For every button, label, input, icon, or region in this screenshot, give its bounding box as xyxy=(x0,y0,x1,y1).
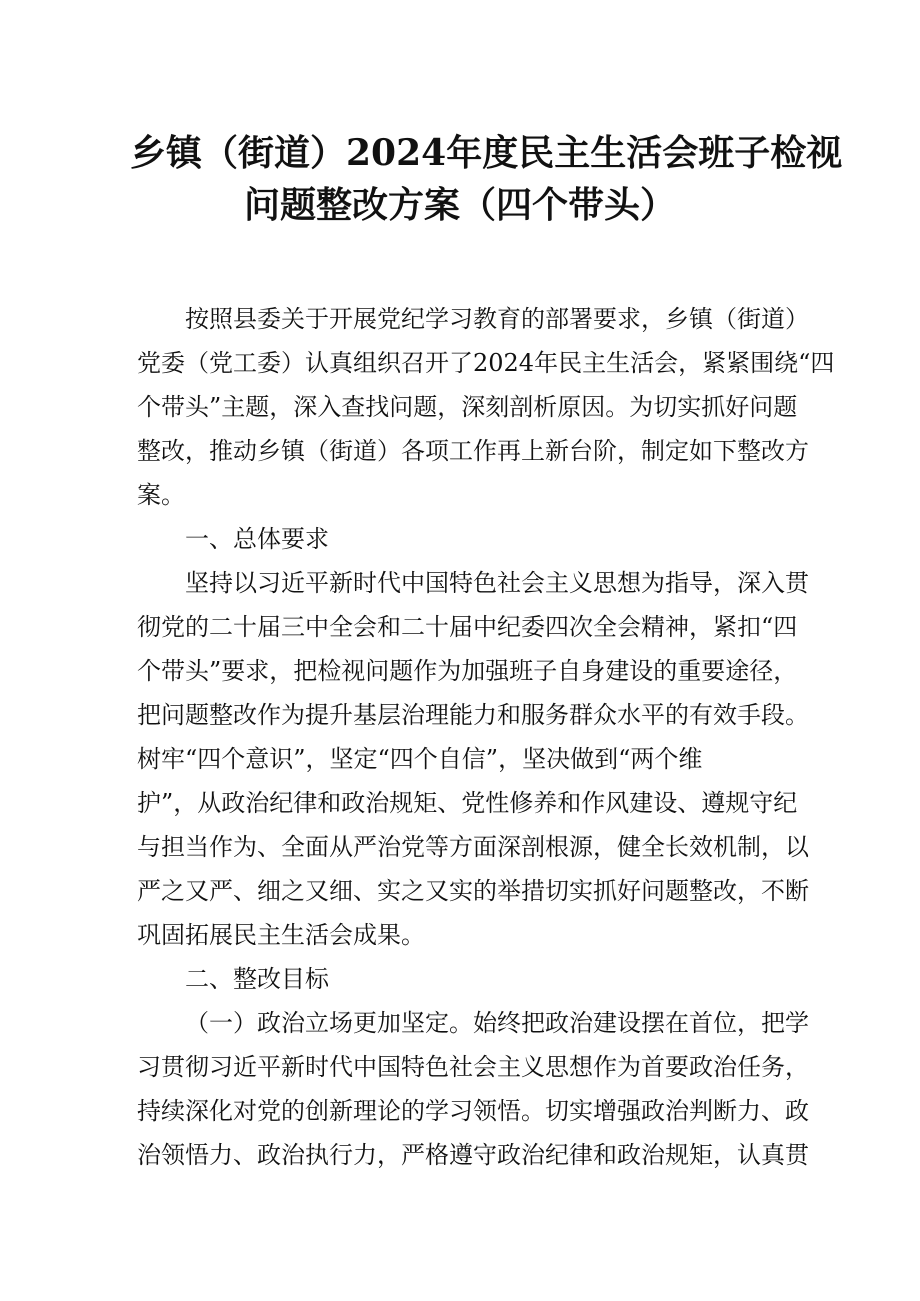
section-1-line: 坚持以习近平新时代中国特色社会主义思想为指导，深入贯 xyxy=(185,569,809,597)
section-2-line: 持续深化对党的创新理论的学习领悟。切实增强政治判断力、政 xyxy=(137,1097,809,1125)
section-1-line: 把问题整改作为提升基层治理能力和服务群众水平的有效手段。 xyxy=(137,701,809,729)
intro-line: 整改，推动乡镇（街道）各项工作再上新台阶，制定如下整改方 xyxy=(137,437,809,465)
document-title-line-1: 乡镇（街道）2024年度民主生活会班子检视 xyxy=(130,132,843,174)
section-1-line: 个带头”要求，把检视问题作为加强班子自身建设的重要途径， xyxy=(137,657,798,685)
intro-line: 按照县委关于开展党纪学习教育的部署要求，乡镇（街道） xyxy=(185,305,809,333)
intro-line: 案。 xyxy=(137,481,185,509)
intro-line: 个带头”主题，深入查找问题，深刻剖析原因。为切实抓好问题 xyxy=(137,393,798,421)
section-1-line: 巩固拓展民主生活会成果。 xyxy=(137,921,425,949)
section-2-line: 治领悟力、政治执行力，严格遵守政治纪律和政治规矩，认真贯 xyxy=(137,1141,809,1169)
intro-line: 党委（党工委）认真组织召开了2024年民主生活会，紧紧围绕“四 xyxy=(137,349,835,377)
section-1-line: 严之又严、细之又细、实之又实的举措切实抓好问题整改，不断 xyxy=(137,877,809,905)
section-heading-1: 一、总体要求 xyxy=(185,525,329,553)
section-1-line: 树牢“四个意识”，坚定“四个自信”，坚决做到“两个维 xyxy=(137,745,703,773)
section-1-line: 与担当作为、全面从严治党等方面深剖根源，健全长效机制，以 xyxy=(137,833,809,861)
section-2-line: （一）政治立场更加坚定。始终把政治建设摆在首位，把学 xyxy=(185,1009,809,1037)
section-1-line: 彻党的二十届三中全会和二十届中纪委四次全会精神，紧扣“四 xyxy=(137,613,798,641)
section-1-line: 护”，从政治纪律和政治规矩、党性修养和作风建设、遵规守纪 xyxy=(137,789,798,817)
section-heading-2: 二、整改目标 xyxy=(185,965,329,993)
document-title-line-2: 问题整改方案（四个带头） xyxy=(243,184,676,226)
section-2-line: 习贯彻习近平新时代中国特色社会主义思想作为首要政治任务， xyxy=(137,1053,809,1081)
